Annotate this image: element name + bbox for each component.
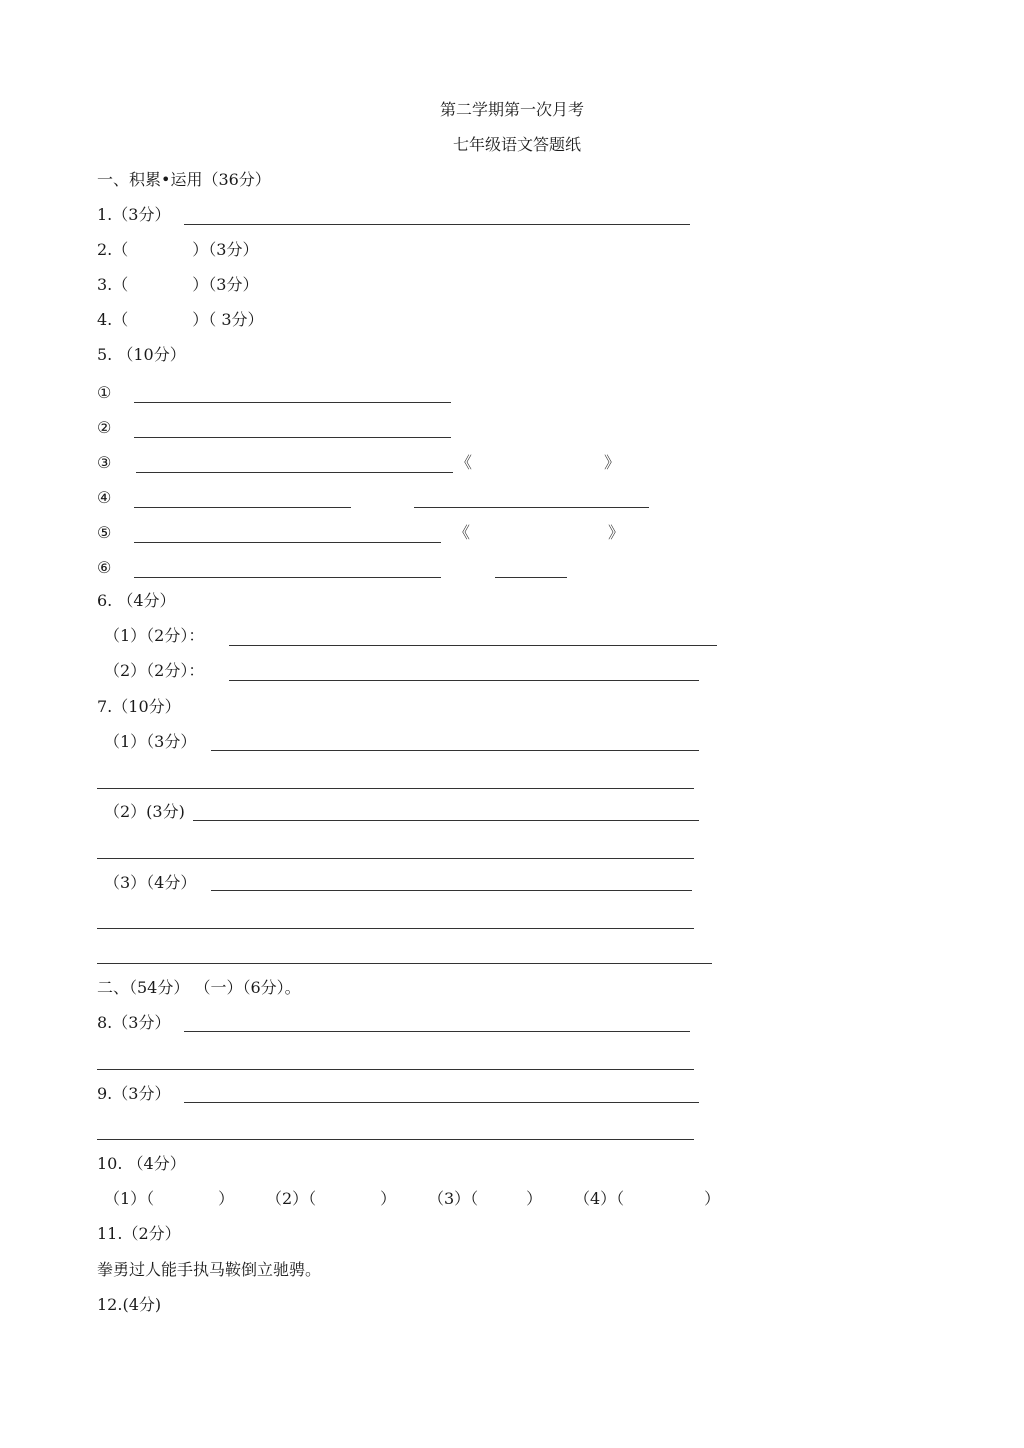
q5-item-marker: ⑤ xyxy=(97,523,112,542)
q7-1-answer-line-2[interactable] xyxy=(97,788,694,789)
q10-label: 10. （4分） xyxy=(97,1154,186,1173)
q10-2-blank: （2）（ ） xyxy=(266,1189,397,1208)
q5-4b-answer-line[interactable] xyxy=(414,507,649,508)
q10-1-blank: （1）（ ） xyxy=(104,1189,235,1208)
q5-item-marker: ② xyxy=(97,418,112,437)
q6-label: 6. （4分） xyxy=(97,591,176,610)
q7-1-answer-line[interactable] xyxy=(211,750,699,751)
q7-label: 7.（10分） xyxy=(97,697,181,716)
q1-answer-line[interactable] xyxy=(184,224,690,225)
q6-1-label: （1）（2分）： xyxy=(104,626,205,645)
q6-2-label: （2）（2分）： xyxy=(104,661,205,680)
q5-6a-answer-line[interactable] xyxy=(134,577,441,578)
page-subtitle: 七年级语文答题纸 xyxy=(452,135,581,154)
q9-answer-line[interactable] xyxy=(184,1102,699,1103)
book-title-close: 》 xyxy=(604,453,621,472)
q5-3-answer-line[interactable] xyxy=(136,472,453,473)
q7-1-label: （1）（3分） xyxy=(104,732,197,751)
q5-4a-answer-line[interactable] xyxy=(134,507,351,508)
q7-3-answer-line-3[interactable] xyxy=(97,963,712,964)
q6-2-answer-line[interactable] xyxy=(229,680,699,681)
q12-label: 12.(4分) xyxy=(97,1295,162,1314)
section1-heading: 一、积累•运用（36分） xyxy=(97,170,271,189)
q7-2-answer-line[interactable] xyxy=(193,820,699,821)
q5-item-marker: ① xyxy=(97,383,112,402)
q5-1-answer-line[interactable] xyxy=(134,402,451,403)
q3-label: 3.（ ）（3分） xyxy=(97,275,259,294)
q8-answer-line-2[interactable] xyxy=(97,1069,694,1070)
q1-label: 1.（3分） xyxy=(97,205,171,224)
q7-3-label: （3）（4分） xyxy=(104,873,197,892)
page-title: 第二学期第一次月考 xyxy=(439,100,584,119)
q7-3-answer-line-2[interactable] xyxy=(97,928,694,929)
q7-3-answer-line[interactable] xyxy=(211,890,692,891)
q8-answer-line[interactable] xyxy=(184,1031,690,1032)
book-title-open: 《 xyxy=(454,523,471,542)
q8-label: 8.（3分） xyxy=(97,1013,171,1032)
q5-item-marker: ④ xyxy=(97,488,112,507)
q11-label: 11.（2分） xyxy=(97,1224,181,1243)
q6-1-answer-line[interactable] xyxy=(229,645,717,646)
book-title-open: 《 xyxy=(456,453,473,472)
q10-4-blank: （4）（ ） xyxy=(574,1189,721,1208)
q9-answer-line-2[interactable] xyxy=(97,1139,694,1140)
q5-item-marker: ③ xyxy=(97,453,112,472)
q5-5-answer-line[interactable] xyxy=(134,542,441,543)
q11-sentence: 拳勇过人能手执马鞍倒立驰骋。 xyxy=(97,1260,322,1279)
book-title-close: 》 xyxy=(608,523,625,542)
q5-label: 5. （10分） xyxy=(97,345,186,364)
q10-3-blank: （3）（ ） xyxy=(428,1189,543,1208)
q7-2-label: （2）(3分) xyxy=(104,802,185,821)
q5-2-answer-line[interactable] xyxy=(134,437,451,438)
section2-heading: 二、（54分） （一）（6分）。 xyxy=(97,978,301,997)
q4-label: 4.（ ）（ 3分） xyxy=(97,310,264,329)
q5-item-marker: ⑥ xyxy=(97,558,112,577)
q2-label: 2.（ ）（3分） xyxy=(97,240,259,259)
q9-label: 9.（3分） xyxy=(97,1084,171,1103)
q7-2-answer-line-2[interactable] xyxy=(97,858,694,859)
q5-6b-answer-line[interactable] xyxy=(495,577,567,578)
